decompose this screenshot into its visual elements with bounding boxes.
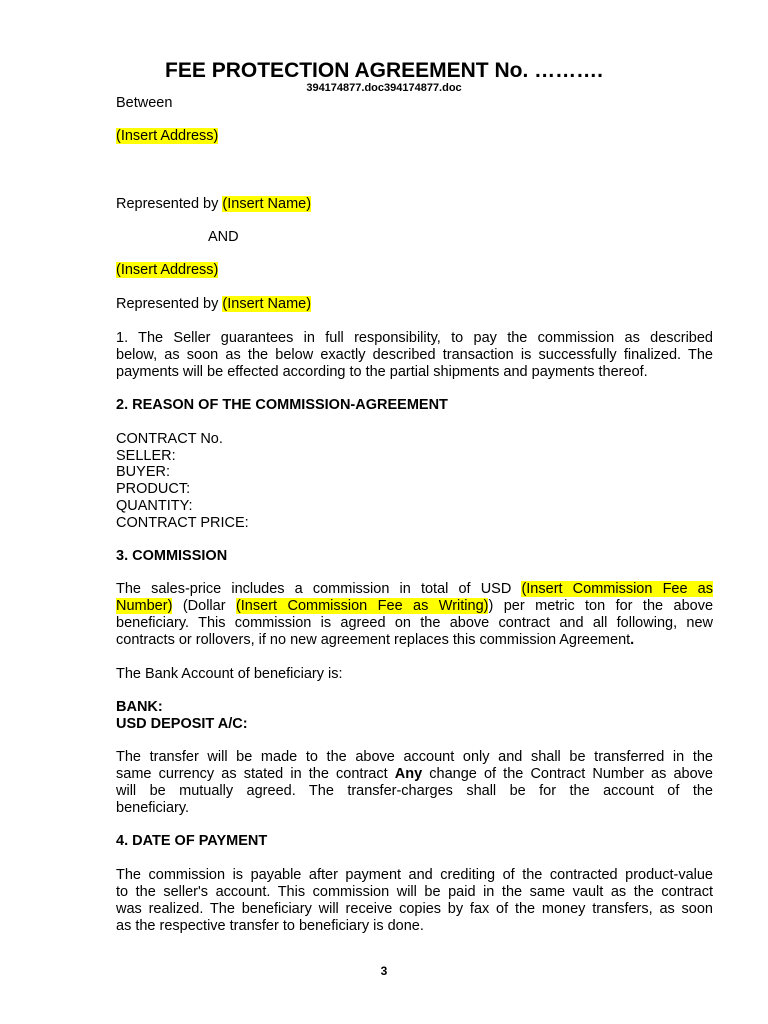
payment-paragraph bbox=[116, 867, 713, 935]
paragraph-line: will be mutually agreed. The transfer-charges shall be for the account of the bbox=[116, 783, 713, 799]
paragraph-line: as the respective transfer to beneficiary is done. bbox=[116, 918, 424, 934]
paragraph-line: 1. The Seller guarantees in full responsibility, to pay the commission as described bbox=[116, 330, 713, 346]
paragraph-line: beneficiary. This commission is agreed on the above contract and all following, new bbox=[116, 615, 713, 631]
paragraph-line: same currency as stated in the contract Any change of the Contract Number as above bbox=[116, 766, 713, 782]
party2-name-placeholder: (Insert Name) bbox=[222, 296, 312, 312]
bank-account-intro: The Bank Account of beneficiary is: bbox=[116, 666, 343, 682]
section3-heading: 3. COMMISSION bbox=[116, 548, 228, 564]
party1-address bbox=[116, 128, 218, 145]
between-label: Between bbox=[116, 95, 173, 111]
paragraph-line: beneficiary. bbox=[116, 800, 190, 816]
represented-by-label: Represented by bbox=[116, 196, 223, 212]
product-field: PRODUCT: bbox=[116, 481, 191, 497]
represented-by-label: Represented by bbox=[116, 296, 223, 312]
party1-represented bbox=[116, 196, 311, 213]
page-number: 3 bbox=[380, 964, 388, 978]
section1-paragraph bbox=[116, 330, 713, 381]
paragraph-line: The sales-price includes a commission in total of USD (Insert Commission Fee as bbox=[116, 581, 713, 597]
section2-heading: 2. REASON OF THE COMMISSION-AGREEMENT bbox=[116, 397, 448, 413]
party1-name-placeholder: (Insert Name) bbox=[222, 196, 312, 212]
contract-price-field: CONTRACT PRICE: bbox=[116, 515, 249, 531]
party2-represented bbox=[116, 296, 311, 313]
transfer-paragraph bbox=[116, 749, 713, 817]
commission-fee-number-placeholder-end: Number) bbox=[116, 598, 173, 614]
paragraph-line: The transfer will be made to the above account only and shall be transferred in the bbox=[116, 749, 713, 765]
paragraph-line: to the seller's account. This commission will be paid in the same vault as the contract bbox=[116, 884, 713, 900]
file-name: 394174877.doc394174877.doc bbox=[306, 82, 462, 94]
section4-heading: 4. DATE OF PAYMENT bbox=[116, 833, 268, 849]
contract-field: CONTRACT No. bbox=[116, 431, 223, 447]
seller-field: SELLER: bbox=[116, 448, 176, 464]
party2-address-placeholder: (Insert Address) bbox=[116, 262, 219, 278]
paragraph-line: payments will be effected according to the partial shipments and payments thereof. bbox=[116, 364, 648, 380]
party1-address-placeholder: (Insert Address) bbox=[116, 128, 219, 144]
paragraph-line: below, as soon as the below exactly described transaction is successfully finalized. The bbox=[116, 347, 713, 363]
paragraph-line: The commission is payable after payment and crediting of the contracted product-value bbox=[116, 867, 713, 883]
and-label: AND bbox=[208, 229, 239, 245]
party2-address bbox=[116, 262, 218, 279]
paragraph-line: Number) (Dollar (Insert Commission Fee as Writing)) per metric ton for the above bbox=[116, 598, 714, 614]
commission-fee-number-placeholder: (Insert Commission Fee as bbox=[521, 581, 713, 597]
page-title: FEE PROTECTION AGREEMENT No. ………. bbox=[165, 59, 603, 82]
bank-label: BANK: bbox=[116, 699, 163, 715]
quantity-field: QUANTITY: bbox=[116, 498, 193, 514]
buyer-field: BUYER: bbox=[116, 464, 170, 480]
usd-deposit-label: USD DEPOSIT A/C: bbox=[116, 716, 248, 732]
paragraph-line: contracts or rollovers, if no new agreement replaces this commission Agreement. bbox=[116, 632, 635, 648]
paragraph-line: was realized. The beneficiary will receive copies by fax of the money transfers, as soon bbox=[116, 901, 713, 917]
commission-fee-writing-placeholder: (Insert Commission Fee as Writing) bbox=[235, 598, 489, 614]
commission-paragraph bbox=[116, 581, 713, 649]
